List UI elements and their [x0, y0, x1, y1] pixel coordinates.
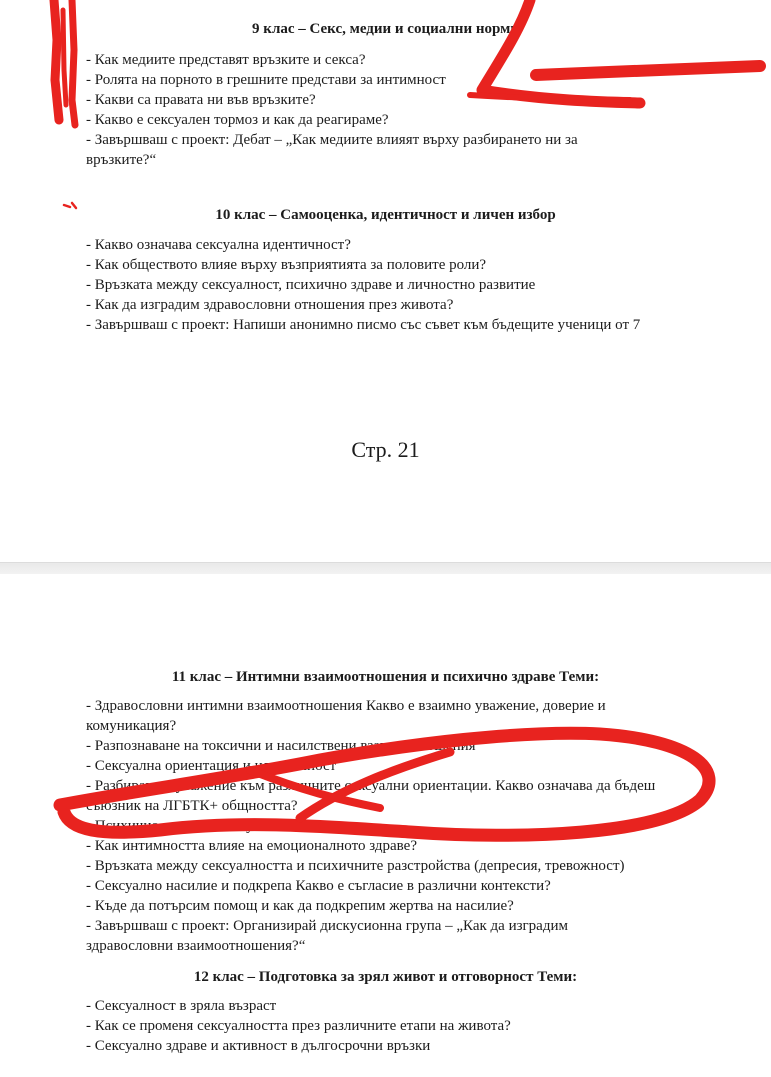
grade-10-item: - Завършваш с проект: Напиши анонимно писмо със съвет към бъдещите ученици от 7 [86, 317, 641, 333]
grade-9-item: - Завършваш с проект: Дебат – „Как медиите влияят върху разбирането ни за [86, 132, 578, 148]
grade-11-item: - Разбиране и уважение към различните сексуални ориентации. Какво означава да бъдеш [86, 778, 656, 794]
grade-11-item: - Здравословни интимни взаимоотношения Какво е взаимно уважение, доверие и [86, 698, 606, 714]
grade-11-item: - Как интимността влияе на емоционалното здраве? [86, 838, 417, 854]
grade-11-item: здравословни взаимоотношения?“ [86, 938, 306, 954]
grade-10-title: 10 клас – Самооценка, идентичност и личен избор [215, 207, 556, 223]
grade-11-item: - Завършваш с проект: Организирай дискусионна група – „Как да изградим [86, 918, 568, 934]
grade-11-item: - Психично здраве и сексуалност [86, 818, 297, 834]
grade-9-item: - Какви са правата ни във връзките? [86, 92, 316, 108]
grade-9-item: - Ролята на порното в грешните представи за интимност [86, 72, 446, 88]
grade-10-item: - Връзката между сексуалност, психично здраве и личностно развитие [86, 277, 536, 293]
grade-12-title: 12 клас – Подготовка за зрял живот и отговорност Теми: [193, 969, 578, 985]
grade-9-item: - Какво е сексуален тормоз и как да реагираме? [86, 112, 389, 128]
page-number: Стр. 21 [351, 437, 420, 462]
grade-11-item: - Разпознаване на токсични и насилствени взаимоотношения [86, 738, 476, 754]
grade-12-item: - Сексуално здраве и активност в дългосрочни връзки [86, 1038, 431, 1054]
grade-11-item: съюзник на ЛГБТК+ общността? [86, 798, 298, 814]
grade-11-item: - Връзката между сексуалността и психичните разстройства (депресия, тревожност) [86, 858, 625, 874]
grade-10-item: - Какво означава сексуална идентичност? [86, 237, 351, 253]
grade-11-item: - Сексуална ориентация и идентичност [86, 758, 337, 774]
grade-9-item: - Как медиите представят връзките и секса? [86, 52, 366, 68]
grade-9-item: връзките?“ [86, 152, 157, 168]
grade-11-title: 11 клас – Интимни взаимоотношения и психично здраве Теми: [171, 669, 600, 685]
grade-12-item: - Как се променя сексуалността през различните етапи на живота? [86, 1018, 511, 1034]
grade-10-item: - Как да изградим здравословни отношения през живота? [86, 297, 454, 313]
grade-9-title: 9 клас – Секс, медии и социални норми [252, 21, 519, 37]
grade-11-item: - Сексуално насилие и подкрепа Какво е съгласие в различни контексти? [86, 878, 551, 894]
document-page-22 [0, 574, 771, 1077]
grade-11-item: комуникация? [86, 718, 177, 734]
grade-11-item: - Къде да потърсим помощ и как да подкрепим жертва на насилие? [86, 898, 514, 914]
grade-10-item: - Как обществото влияе върху възприятията за половите роли? [86, 257, 487, 273]
grade-12-item: - Сексуалност в зряла възраст [86, 998, 277, 1014]
